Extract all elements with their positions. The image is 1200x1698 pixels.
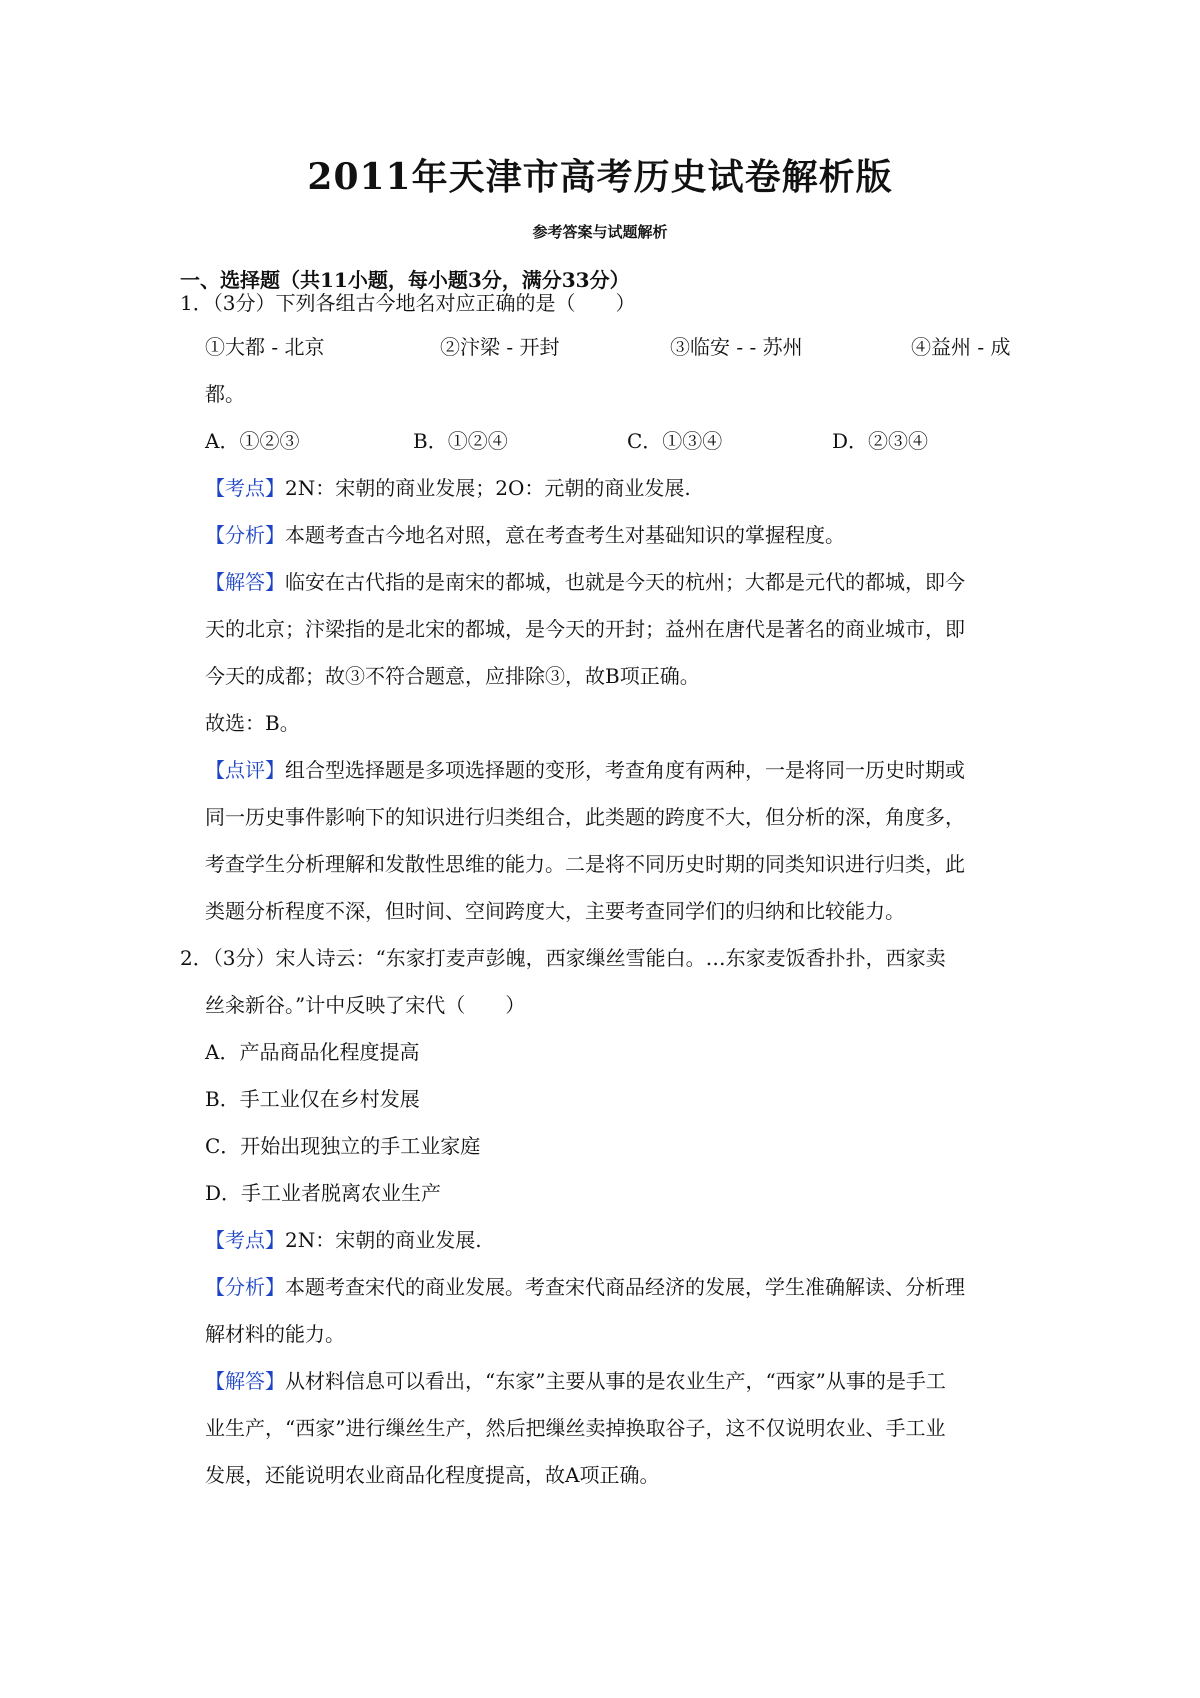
q1-jieda-line-2: 天的北京；汴梁指的是北宋的都城，是今天的开封；益州在唐代是著名的商业城市，即 (205, 617, 965, 641)
q1-jieda (205, 567, 965, 597)
q1-option-a: A．①②③ (205, 429, 300, 453)
q2-stem-line-2: 丝籴新谷。”计中反映了宋代（ ） (205, 993, 526, 1017)
q2-jieda-line-3: 发展，还能说明农业商品化程度提高，故A项正确。 (205, 1463, 660, 1487)
q1-jieda-line-3: 今天的成都；故③不符合题意，应排除③，故B项正确。 (205, 664, 700, 688)
q1-option-b: B．①②④ (413, 429, 508, 453)
q1-answer: 故选：B。 (205, 711, 300, 735)
q1-stem: 1．（3分）下列各组古今地名对应正确的是（ ） (180, 291, 636, 315)
page-subtitle: 参考答案与试题解析 (532, 223, 668, 241)
q2-jieda-tag: 【解答】 (205, 1369, 285, 1393)
page-title: 2011年天津市高考历史试卷解析版 (307, 156, 893, 198)
section-heading: 一、选择题（共11小题，每小题3分，满分33分） (180, 268, 630, 292)
q1-kaodian (205, 473, 691, 503)
q2-option-c: C．开始出现独立的手工业家庭 (205, 1134, 481, 1158)
q1-dianping (205, 755, 965, 785)
q2-fenxi-line-1: 本题考查宋代的商业发展。考查宋代商品经济的发展，学生准确解读、分析理 (285, 1275, 965, 1299)
q1-item-4: ④益州 - 成 (911, 335, 1011, 359)
q1-item-1: ①大都 - 北京 (205, 335, 325, 359)
q1-fenxi-tag: 【分析】 (205, 523, 285, 547)
q2-stem-line-1: 2．（3分）宋人诗云：“东家打麦声彭魄，西家缫丝雪能白。…东家麦饭香扑扑，西家卖 (180, 946, 946, 970)
q1-dianping-line-1: 组合型选择题是多项选择题的变形，考查角度有两种，一是将同一历史时期或 (285, 758, 965, 782)
q1-option-d: D．②③④ (832, 429, 929, 453)
q1-fenxi-text: 本题考查古今地名对照，意在考查考生对基础知识的掌握程度。 (285, 523, 845, 547)
q2-kaodian-tag: 【考点】 (205, 1228, 285, 1252)
q2-kaodian-text: 2N：宋朝的商业发展. (285, 1228, 482, 1252)
q2-jieda-line-1: 从材料信息可以看出，“东家”主要从事的是农业生产，“西家”从事的是手工 (285, 1369, 946, 1393)
q2-option-b: B．手工业仅在乡村发展 (205, 1087, 420, 1111)
q1-jieda-tag: 【解答】 (205, 570, 285, 594)
q1-fenxi (205, 520, 845, 550)
q1-dianping-line-4: 类题分析程度不深，但时间、空间跨度大，主要考查同学们的归纳和比较能力。 (205, 899, 905, 923)
q1-item-2: ②汴梁 - 开封 (440, 335, 560, 359)
q2-kaodian (205, 1225, 482, 1255)
q1-kaodian-text: 2N：宋朝的商业发展；2O：元朝的商业发展. (285, 476, 691, 500)
q1-dianping-tag: 【点评】 (205, 758, 285, 782)
q1-kaodian-tag: 【考点】 (205, 476, 285, 500)
q2-jieda (205, 1366, 946, 1396)
q1-option-c: C．①③④ (627, 429, 723, 453)
q1-dianping-line-2: 同一历史事件影响下的知识进行归类组合，此类题的跨度不大，但分析的深，角度多， (205, 805, 965, 829)
q2-option-d: D．手工业者脱离农业生产 (205, 1181, 442, 1205)
q1-item-wrap: 都。 (205, 382, 245, 406)
q2-jieda-line-2: 业生产，“西家”进行缫丝生产，然后把缫丝卖掉换取谷子，这不仅说明农业、手工业 (205, 1416, 946, 1440)
q2-option-a: A．产品商品化程度提高 (205, 1040, 420, 1064)
q2-fenxi-line-2: 解材料的能力。 (205, 1322, 345, 1346)
q1-dianping-line-3: 考查学生分析理解和发散性思维的能力。二是将不同历史时期的同类知识进行归类，此 (205, 852, 965, 876)
q1-jieda-line-1: 临安在古代指的是南宋的都城，也就是今天的杭州；大都是元代的都城，即今 (285, 570, 965, 594)
q2-fenxi (205, 1272, 965, 1302)
q2-fenxi-tag: 【分析】 (205, 1275, 285, 1299)
q1-item-3: ③临安 - - 苏州 (670, 335, 803, 359)
